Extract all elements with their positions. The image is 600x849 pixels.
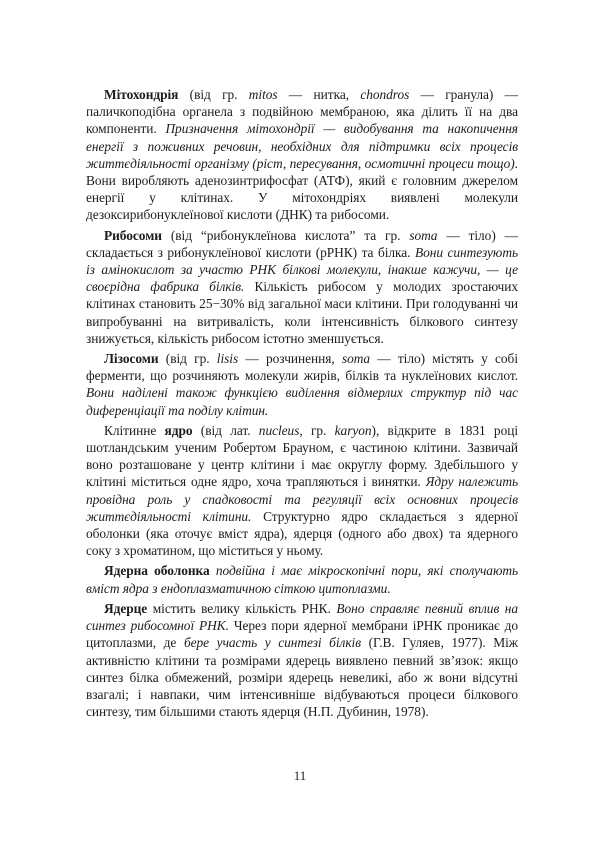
- text: (Г.В. Гуляев, 1977). Між активністю клітини та розмірами ядерець виявлено певний зв’язок: якщо синтез білка обмежений, розміри ядерець невеликі, або ж вони відсутні взагалі; і навпаки, чим інтенсивніше відбуваються процеси білкового синтезу, тим більшими стають ядерця (Н.П. Дубинин, 1978).: [86, 635, 518, 720]
- italic-text: Воно справляє певний вплив на синтез рибосомної РНК.: [86, 600, 519, 634]
- italic-text: soma: [341, 351, 371, 367]
- italic-text: karyon: [334, 422, 372, 438]
- paragraph-nuclear-envelope: [86, 562, 518, 596]
- paragraph-ribosomes: [86, 227, 518, 347]
- term-ribosomes: Рибосоми: [104, 227, 162, 243]
- text: (від гр.: [158, 351, 217, 367]
- italic-text: chondros: [360, 87, 410, 102]
- italic-text: бере участь у синтезі білків: [183, 635, 361, 651]
- text: — тіло) містять у собі ферменти, що розчиняють молекули жирів, білків та нуклеїнових кислот.: [86, 351, 518, 384]
- italic-text: Вони синтезують із амінокислот за участю РНК білкові молекули, інакше кажучи, — це своєрідна фабрика білків.: [86, 244, 518, 295]
- text: містить велику кількість РНК.: [147, 600, 337, 616]
- term-nucleus: ядро: [164, 422, 193, 438]
- italic-text: Вони наділені також функцією виділення відмерлих структур під час диференціації та поділу клітин.: [86, 385, 518, 418]
- text: (від лат.: [192, 422, 259, 438]
- italic-text: Призначення мітохондрії — видобування та накопичення енергії з поживних речовин, необхідних для підтримки всіх процесів життєдіяльності організму (ріст, пересування, осмотичні процеси тощо).: [86, 121, 518, 171]
- italic-text: nucleus: [258, 422, 300, 438]
- text: ), відкрите в 1831 році шотландським ученим Робертом Брауном, є частиною клітини. Зазвичай воно розташоване у центр клітини і має округлу форму. Здебільшого у клітині міститься одне ядро, хоча трапляються і винятки.: [86, 422, 519, 490]
- page-content: [86, 86, 518, 723]
- term-lysosomes: Лізосоми: [104, 351, 159, 367]
- paragraph-lysosomes: [86, 350, 518, 419]
- text: — тіло) — складається з рибонуклеїнової кислоти (рРНК) та білка.: [86, 227, 518, 260]
- text: Через пори ядерної мембрани іРНК проникає до цитоплазми, де: [86, 618, 518, 651]
- italic-text: Ядру належить провідна роль у спадковості та регуляції всіх основних процесів життєдіяльності клітини.: [86, 474, 518, 524]
- text: Структурно ядро складається з ядерної оболонки (яка оточує вміст ядра), ядерця (одного або двох) та ядерного соку з хроматином, що міститься у ньому.: [86, 508, 518, 559]
- paragraph-mitochondria: [86, 86, 518, 224]
- text: — розчинення,: [238, 351, 342, 367]
- text: — нитка,: [277, 87, 361, 102]
- italic-text: soma: [409, 227, 438, 243]
- text: (від “рибонуклеїнова кислота” та гр.: [161, 227, 410, 243]
- term-mitochondria: Мітохондрія: [104, 87, 179, 102]
- term-nuclear-envelope: Ядерна оболонка: [104, 563, 210, 579]
- text: Вони виробляють аденозинтрифосфат (АТФ), який є головним джерелом енергії у клітинах. У мітохондріях виявлені молекули дезоксирибонуклеїнової кислоти (ДНК) та рибосоми.: [86, 173, 518, 223]
- text: Кількість рибосом у молодих зростаючих клітинах становить 25−30% від загальної маси клітини. При голодуванні чи випробуванні на витривалість, коли інтенсивність білкового синтезу знижується, кількість рибосом істотно зменшується.: [86, 279, 518, 346]
- text: — гранула) — паличкоподібна органела з подвійною мембраною, яка ділить її на два компоненти.: [86, 87, 518, 137]
- italic-text: подвійна і має мікроскопічні пори, які сполучають вміст ядра з ендоплазматичною сіткою цитоплазми.: [86, 563, 518, 596]
- italic-text: lisis: [216, 351, 239, 367]
- italic-text: mitos: [248, 87, 278, 102]
- paragraph-nucleolus: [86, 600, 518, 720]
- page-number: 11: [293, 768, 307, 783]
- term-nucleolus: Ядерце: [104, 600, 148, 616]
- text: (від гр.: [178, 87, 249, 102]
- paragraph-nucleus: [86, 422, 518, 560]
- text: , гр.: [299, 422, 335, 438]
- text: Клітинне: [104, 422, 165, 438]
